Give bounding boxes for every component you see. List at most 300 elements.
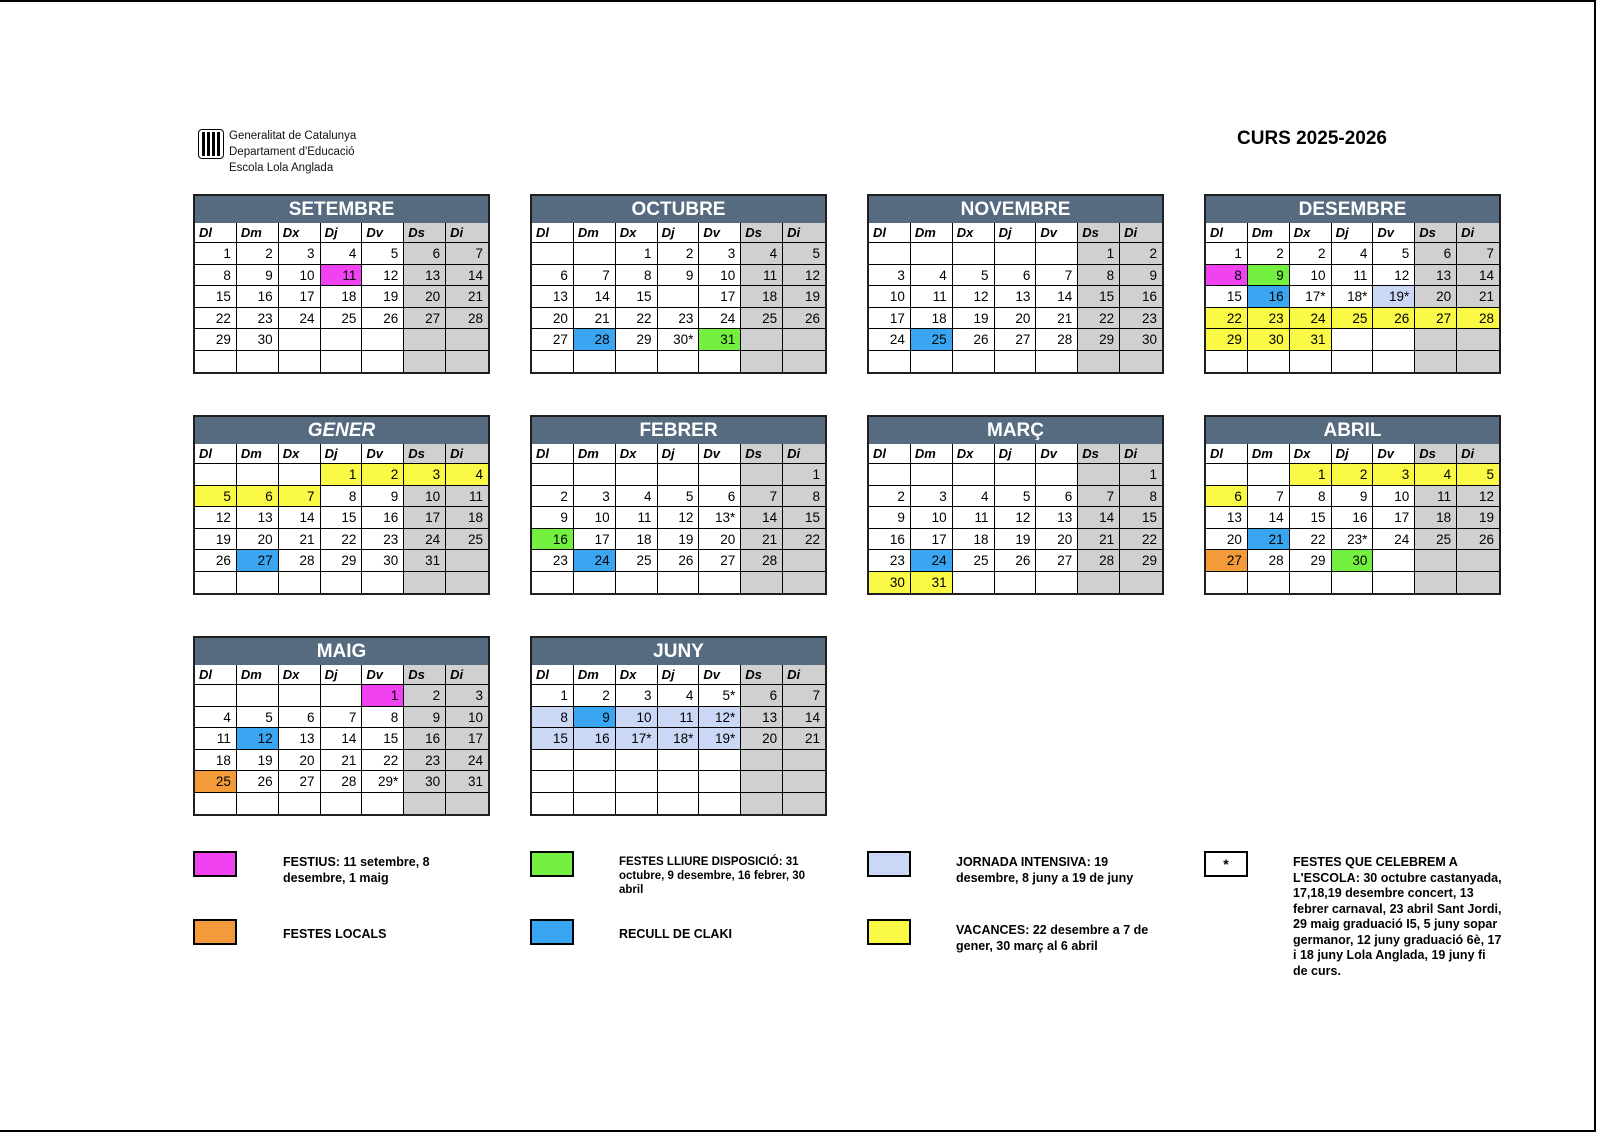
day-cell: 3 [616,685,658,707]
asterisk-symbol: * [1223,856,1229,872]
day-cell: 24 [699,308,741,330]
month-grid [195,665,488,814]
school-name-line: Escola Lola Anglada [229,162,334,174]
weekday-header: Dx [1290,223,1332,243]
day-cell: 24 [911,550,953,572]
day-cell [404,793,446,815]
day-cell [279,685,321,707]
day-cell: 23 [362,529,404,551]
day-cell: 1 [1290,464,1332,486]
day-cell: 6 [995,265,1037,287]
day-cell: 30* [658,329,700,351]
day-cell [658,771,700,793]
day-cell: 15 [532,728,574,750]
day-cell: 20 [1036,529,1078,551]
day-cell: 21 [279,529,321,551]
month-calendar [867,415,1164,595]
day-cell: 11 [741,265,783,287]
day-cell: 2 [1248,243,1290,265]
day-cell [658,351,700,373]
day-cell: 25 [195,771,237,793]
day-cell [658,750,700,772]
day-cell [1457,329,1499,351]
day-cell: 9 [869,507,911,529]
legend-celebrem-swatch [1204,851,1248,877]
day-cell: 30 [1332,550,1374,572]
day-cell: 22 [616,308,658,330]
day-cell: 15 [1206,286,1248,308]
day-cell [616,771,658,793]
weekday-header: Dv [362,223,404,243]
day-cell [446,550,488,572]
day-cell: 25 [321,308,363,330]
day-cell: 25 [953,550,995,572]
month-grid [1206,223,1499,372]
weekday-header: Dm [574,665,616,685]
weekday-header: Ds [1415,223,1457,243]
day-cell: 13 [237,507,279,529]
day-cell: 28 [1248,550,1290,572]
day-cell: 25 [446,529,488,551]
day-cell: 16 [404,728,446,750]
weekday-header: Dl [869,223,911,243]
day-cell: 5 [658,486,700,508]
weekday-header: Dl [1206,444,1248,464]
day-cell: 13 [1206,507,1248,529]
weekday-header: Ds [1078,223,1120,243]
day-cell: 2 [237,243,279,265]
day-cell [911,464,953,486]
day-cell: 29 [195,329,237,351]
day-cell: 19 [953,308,995,330]
day-cell [321,572,363,594]
day-cell: 16 [362,507,404,529]
day-cell: 3 [574,486,616,508]
day-cell: 24 [279,308,321,330]
weekday-header: Dl [532,444,574,464]
day-cell: 13 [532,286,574,308]
day-cell: 1 [321,464,363,486]
month-calendar [867,194,1164,374]
weekday-header: Di [446,444,488,464]
day-cell: 7 [783,685,825,707]
day-cell: 9 [1248,265,1290,287]
day-cell: 11 [1332,265,1374,287]
day-cell: 7 [1248,486,1290,508]
day-cell [574,351,616,373]
day-cell: 17 [574,529,616,551]
day-cell: 19 [237,750,279,772]
day-cell: 8 [321,486,363,508]
day-cell: 19* [699,728,741,750]
day-cell [237,464,279,486]
day-cell: 6 [1415,243,1457,265]
day-cell [953,351,995,373]
weekday-header: Dv [1036,444,1078,464]
day-cell: 7 [1036,265,1078,287]
day-cell [1332,572,1374,594]
day-cell [321,329,363,351]
day-cell [532,572,574,594]
day-cell [1248,572,1290,594]
day-cell: 5* [699,685,741,707]
day-cell: 2 [658,243,700,265]
legend-lliure-text: FESTES LLIURE DISPOSICIÓ: 31 octubre, 9 desembre, 16 febrer, 30 abril [619,856,806,896]
day-cell [911,351,953,373]
day-cell: 21 [446,286,488,308]
day-cell [699,750,741,772]
day-cell: 2 [1290,243,1332,265]
weekday-header: Ds [741,665,783,685]
day-cell: 4 [446,464,488,486]
school-identity [229,128,356,176]
weekday-header: Dm [574,223,616,243]
weekday-header: Dm [911,444,953,464]
weekday-header: Di [1457,444,1499,464]
day-cell: 10 [869,286,911,308]
day-cell [783,550,825,572]
day-cell: 11 [658,707,700,729]
day-cell: 17 [869,308,911,330]
day-cell: 20 [741,728,783,750]
weekday-header: Ds [404,223,446,243]
day-cell: 13 [404,265,446,287]
day-cell: 9 [1120,265,1162,287]
day-cell [911,243,953,265]
day-cell: 18* [658,728,700,750]
day-cell: 26 [953,329,995,351]
day-cell: 19* [1373,286,1415,308]
day-cell [783,771,825,793]
weekday-header: Di [783,444,825,464]
day-cell [741,793,783,815]
day-cell: 5 [237,707,279,729]
day-cell: 9 [404,707,446,729]
legend-intensiva-text: JORNADA INTENSIVA: 19 desembre, 8 juny a 19 de juny [956,855,1134,885]
day-cell: 6 [1036,486,1078,508]
day-cell [321,685,363,707]
weekday-header: Dx [953,444,995,464]
day-cell [362,572,404,594]
weekday-header: Dm [1248,444,1290,464]
day-cell: 24 [574,550,616,572]
day-cell: 1 [1078,243,1120,265]
day-cell: 23 [658,308,700,330]
day-cell: 7 [279,486,321,508]
day-cell: 20 [995,308,1037,330]
day-cell: 8 [616,265,658,287]
day-cell: 1 [1120,464,1162,486]
day-cell: 3 [279,243,321,265]
day-cell [1290,351,1332,373]
month-grid [869,444,1162,593]
day-cell: 4 [911,265,953,287]
day-cell: 19 [362,286,404,308]
day-cell: 14 [1457,265,1499,287]
day-cell: 20 [699,529,741,551]
legend-festius-text: FESTIUS: 11 setembre, 8 desembre, 1 maig [283,855,430,885]
day-cell: 11 [321,265,363,287]
day-cell [362,793,404,815]
day-cell: 29 [1078,329,1120,351]
month-name: GENER [195,417,488,444]
day-cell [1373,572,1415,594]
day-cell: 18 [195,750,237,772]
day-cell: 12* [699,707,741,729]
weekday-header: Dj [1332,223,1374,243]
day-cell: 10 [1290,265,1332,287]
day-cell: 21 [783,728,825,750]
day-cell: 4 [1415,464,1457,486]
day-cell: 14 [1036,286,1078,308]
day-cell [1248,351,1290,373]
weekday-header: Di [783,665,825,685]
day-cell: 25 [1415,529,1457,551]
day-cell [616,464,658,486]
month-name: OCTUBRE [532,196,825,223]
day-cell [783,793,825,815]
day-cell: 17 [279,286,321,308]
day-cell: 11 [195,728,237,750]
day-cell [1078,572,1120,594]
month-name: MARÇ [869,417,1162,444]
day-cell [574,243,616,265]
day-cell [783,750,825,772]
day-cell: 23 [869,550,911,572]
day-cell: 31 [699,329,741,351]
day-cell: 4 [953,486,995,508]
weekday-header: Di [1457,223,1499,243]
day-cell: 19 [783,286,825,308]
day-cell: 24 [446,750,488,772]
day-cell: 30 [404,771,446,793]
month-grid [532,444,825,593]
month-calendar [530,194,827,374]
day-cell: 21 [1457,286,1499,308]
day-cell [1120,351,1162,373]
month-calendar [193,194,490,374]
day-cell: 4 [616,486,658,508]
weekday-header: Ds [1415,444,1457,464]
day-cell [1415,550,1457,572]
day-cell [995,464,1037,486]
day-cell: 5 [195,486,237,508]
day-cell: 10 [404,486,446,508]
day-cell [1457,351,1499,373]
day-cell: 30 [237,329,279,351]
day-cell: 28 [446,308,488,330]
day-cell [658,793,700,815]
day-cell: 9 [362,486,404,508]
day-cell: 8 [783,486,825,508]
day-cell [574,464,616,486]
day-cell [1415,572,1457,594]
day-cell: 12 [362,265,404,287]
day-cell: 27 [532,329,574,351]
day-cell: 26 [237,771,279,793]
weekday-header: Dj [658,223,700,243]
day-cell: 22 [1290,529,1332,551]
day-cell: 8 [1206,265,1248,287]
day-cell: 21 [741,529,783,551]
weekday-header: Dm [237,223,279,243]
day-cell [446,351,488,373]
day-cell [279,351,321,373]
day-cell [741,464,783,486]
day-cell [1415,351,1457,373]
day-cell: 16 [574,728,616,750]
day-cell: 15 [616,286,658,308]
weekday-header: Dx [953,223,995,243]
day-cell [741,351,783,373]
day-cell: 9 [1332,486,1374,508]
day-cell [574,771,616,793]
generalitat-logo-icon [198,129,224,159]
day-cell [699,464,741,486]
day-cell [532,351,574,373]
day-cell [574,750,616,772]
day-cell [1206,351,1248,373]
day-cell: 25 [616,550,658,572]
day-cell: 14 [783,707,825,729]
day-cell: 25 [911,329,953,351]
day-cell: 2 [362,464,404,486]
day-cell [1373,550,1415,572]
weekday-header: Dm [574,444,616,464]
day-cell: 17 [699,286,741,308]
day-cell: 7 [1078,486,1120,508]
day-cell: 23 [532,550,574,572]
day-cell: 29 [1120,550,1162,572]
day-cell: 17 [446,728,488,750]
weekday-header: Dj [658,444,700,464]
day-cell: 23 [1120,308,1162,330]
legend-intensiva-swatch [867,851,911,877]
day-cell [658,464,700,486]
day-cell: 7 [574,265,616,287]
weekday-header: Ds [404,444,446,464]
day-cell [195,464,237,486]
day-cell: 15 [1078,286,1120,308]
month-calendar [1204,194,1501,374]
day-cell [658,572,700,594]
day-cell: 9 [532,507,574,529]
day-cell: 14 [446,265,488,287]
day-cell: 12 [995,507,1037,529]
day-cell: 28 [1078,550,1120,572]
day-cell: 10 [1373,486,1415,508]
day-cell [1078,351,1120,373]
day-cell [953,243,995,265]
day-cell: 18* [1332,286,1374,308]
day-cell: 13* [699,507,741,529]
weekday-header: Dv [1036,223,1078,243]
day-cell: 2 [404,685,446,707]
day-cell: 19 [658,529,700,551]
legend-claki-swatch [530,919,574,945]
day-cell: 29* [362,771,404,793]
day-cell: 27 [995,329,1037,351]
day-cell: 12 [237,728,279,750]
day-cell: 25 [741,308,783,330]
weekday-header: Dl [1206,223,1248,243]
weekday-header: Dx [616,444,658,464]
weekday-header: Dm [237,665,279,685]
legend-festius-swatch [193,851,237,877]
day-cell: 15 [783,507,825,529]
weekday-header: Ds [404,665,446,685]
day-cell: 14 [1078,507,1120,529]
day-cell: 24 [404,529,446,551]
day-cell: 27 [1036,550,1078,572]
day-cell: 26 [995,550,1037,572]
month-name: DESEMBRE [1206,196,1499,223]
day-cell: 8 [1120,486,1162,508]
day-cell: 28 [321,771,363,793]
weekday-header: Dj [1332,444,1374,464]
day-cell: 14 [1248,507,1290,529]
weekday-header: Dv [699,665,741,685]
day-cell [1373,351,1415,373]
day-cell [741,329,783,351]
day-cell [658,286,700,308]
day-cell: 18 [953,529,995,551]
weekday-header: Dv [362,665,404,685]
day-cell: 12 [1457,486,1499,508]
day-cell [362,329,404,351]
day-cell [741,771,783,793]
day-cell: 12 [1373,265,1415,287]
day-cell: 9 [658,265,700,287]
weekday-header: Dv [1373,444,1415,464]
day-cell [1120,572,1162,594]
day-cell: 22 [1120,529,1162,551]
day-cell [195,685,237,707]
weekday-header: Di [1120,223,1162,243]
day-cell: 17* [616,728,658,750]
day-cell: 21 [574,308,616,330]
day-cell [195,793,237,815]
day-cell: 1 [195,243,237,265]
day-cell: 8 [362,707,404,729]
course-title: CURS 2025-2026 [1237,128,1387,149]
weekday-header: Dv [699,223,741,243]
weekday-header: Ds [741,444,783,464]
month-calendar [1204,415,1501,595]
day-cell: 5 [362,243,404,265]
day-cell: 18 [911,308,953,330]
day-cell [699,771,741,793]
day-cell: 14 [741,507,783,529]
day-cell: 13 [1036,507,1078,529]
day-cell: 13 [1415,265,1457,287]
day-cell: 28 [574,329,616,351]
day-cell: 13 [995,286,1037,308]
day-cell [953,464,995,486]
day-cell: 26 [783,308,825,330]
day-cell: 27 [1415,308,1457,330]
day-cell [237,572,279,594]
day-cell: 15 [1290,507,1332,529]
day-cell: 3 [446,685,488,707]
month-name: NOVEMBRE [869,196,1162,223]
day-cell: 18 [1415,507,1457,529]
day-cell: 16 [1248,286,1290,308]
day-cell: 7 [446,243,488,265]
day-cell: 21 [1078,529,1120,551]
legend-lliure-swatch [530,851,574,877]
weekday-header: Dv [699,444,741,464]
